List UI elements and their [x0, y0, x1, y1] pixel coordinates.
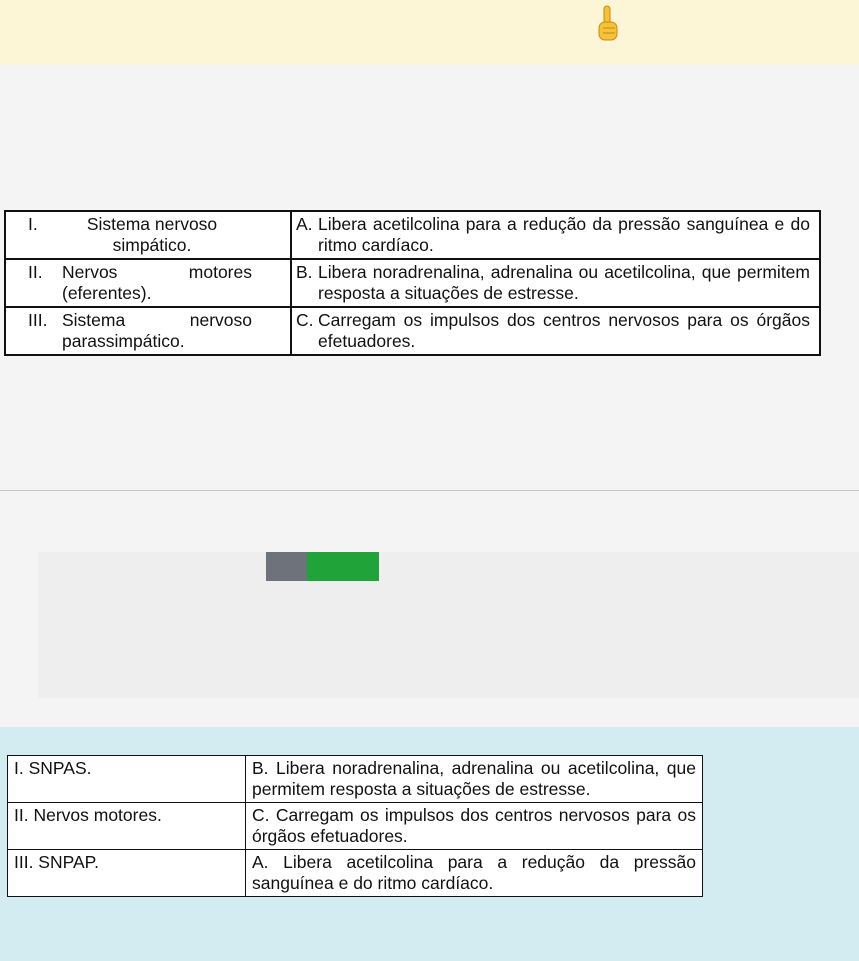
hint-bar: [0, 0, 859, 65]
row-letter: A.: [296, 214, 313, 234]
solution-description: A. Libera acetilcolina para a redução da pressão sanguínea e do ritmo cardíaco.: [246, 850, 703, 897]
row-description: Libera noradrenalina, adrenalina ou acetilcolina, que permitem resposta a situações de estresse.: [318, 262, 810, 303]
table-cell: [5, 211, 291, 259]
table-cell: [291, 211, 820, 259]
table-cell: [5, 259, 291, 307]
table-row: [5, 211, 820, 259]
row-number: II.: [28, 262, 43, 282]
table-row: [5, 307, 820, 355]
row-number: I.: [28, 214, 38, 234]
answer-panel: [38, 552, 859, 698]
solution-term: III. SNPAP.: [8, 850, 246, 897]
row-description: Libera acetilcolina para a redução da pressão sanguínea e do ritmo cardíaco.: [318, 214, 810, 255]
row-number: III.: [28, 310, 48, 330]
row-letter: B.: [296, 262, 313, 282]
solution-description: C. Carregam os impulsos dos centros nervosos para os órgãos efetuadores.: [246, 803, 703, 850]
secondary-button[interactable]: [266, 552, 307, 581]
table-cell: [291, 307, 820, 355]
row-term: Sistema nervoso parassimpático.: [62, 310, 252, 351]
table-cell: [291, 259, 820, 307]
table-row: [8, 803, 703, 850]
solution-table: [7, 755, 703, 897]
table-cell: [5, 307, 291, 355]
table-row: [8, 850, 703, 897]
row-term: Nervos motores (eferentes).: [62, 262, 252, 303]
section-divider: [0, 490, 859, 491]
solution-description: B. Libera noradrenalina, adrenalina ou acetilcolina, que permitem resposta a situações de estresse.: [246, 756, 703, 803]
table-row: [5, 259, 820, 307]
row-term: Sistema nervoso simpático.: [86, 214, 218, 255]
row-letter: C.: [296, 310, 314, 330]
primary-button[interactable]: [307, 552, 379, 581]
row-description: Carregam os impulsos dos centros nervosos para os órgãos efetuadores.: [318, 310, 810, 351]
solution-term: II. Nervos motores.: [8, 803, 246, 850]
pointing-up-hand-icon: [596, 4, 622, 44]
association-table: [4, 210, 821, 356]
table-row: [8, 756, 703, 803]
solution-term: I. SNPAS.: [8, 756, 246, 803]
